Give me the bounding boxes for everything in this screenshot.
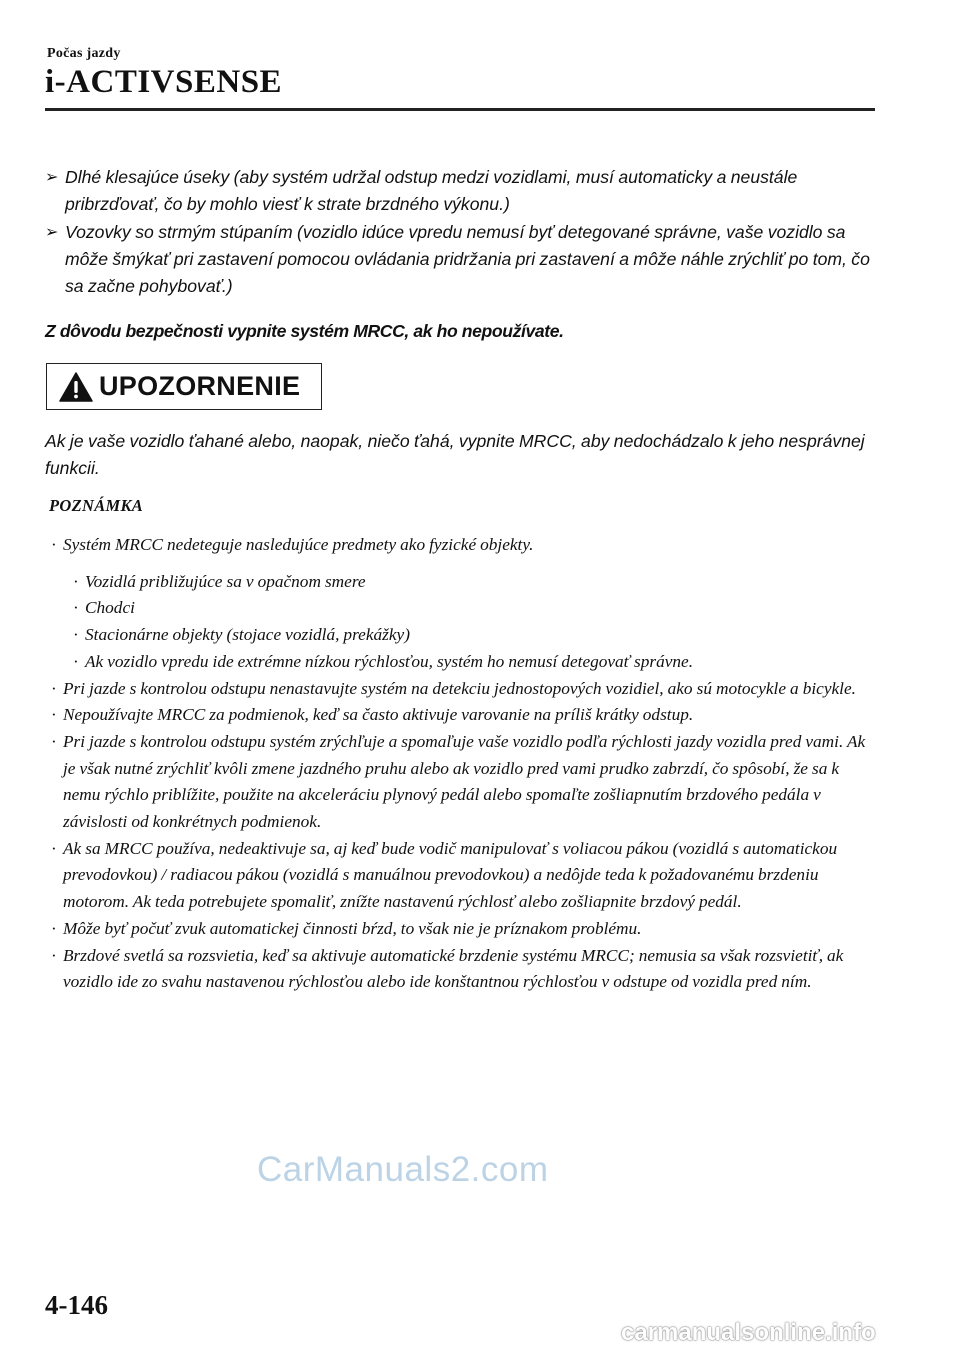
dot-bullet: · [51, 705, 57, 725]
note-item [45, 532, 880, 559]
warning-triangle-icon [59, 372, 93, 402]
dot-bullet: · [51, 731, 57, 751]
dot-bullet: · [51, 535, 57, 554]
note-item [45, 729, 880, 836]
safety-note: Z dôvodu bezpečnosti vypnite systém MRCC, ak ho nepoužívate. [45, 321, 564, 341]
warning-item [45, 219, 875, 300]
note-text: Stacionárne objekty (stojace vozidlá, prekážky) [85, 625, 410, 645]
note-text: Systém MRCC nedeteguje nasledujúce predmety ako fyzické objekty. [63, 535, 534, 554]
note-text: Ak vozidlo vpredu ide extrémne nízkou rýchlosťou, systém ho nemusí detegovať správne. [85, 651, 694, 671]
note-item [45, 836, 880, 916]
dot-bullet: · [51, 838, 57, 858]
header-rule [45, 108, 875, 111]
chapter-title: i-ACTIVSENSE [45, 64, 283, 100]
note-text: Brzdové svetlá sa rozsvietia, keď sa aktivuje automatické brzdenie systému MRCC; nemusia sa však rozsvietiť, ak vozidlo ide zo svahu nastavenou rýchlosťou alebo ide konštantnou rýchlosťou v odstupe od vozidla pred ním. [63, 945, 844, 992]
caution-box [46, 363, 322, 410]
note-text: Pri jazde s kontrolou odstupu nenastavujte systém na detekciu jednostopových vozidiel, ako sú motocykle a bicykle. [63, 678, 856, 698]
note-sub-item [45, 569, 880, 596]
arrow-bullet-icon: ➢ [45, 224, 59, 241]
dot-bullet: · [73, 571, 79, 591]
dot-bullet: · [73, 625, 79, 645]
arrow-bullet-icon: ➢ [45, 169, 59, 186]
warning-text: Dlhé klesajúce úseky (aby systém udržal odstup medzi vozidlami, musí automaticky a neustále pribrzďovať, čo by mohlo viesť k strate brzdného výkonu.) [65, 167, 798, 214]
note-sub-item [45, 649, 880, 676]
footer-site: carmanualsonline.info [621, 1319, 876, 1346]
note-text: Chodci [85, 598, 135, 618]
dot-bullet: · [51, 918, 57, 938]
page-number: 4-146 [45, 1290, 108, 1320]
note-item [45, 676, 880, 703]
note-text: Môže byť počuť zvuk automatickej činnosti bŕzd, to však nie je príznakom problému. [63, 918, 642, 938]
warning-text: Vozovky so strmým stúpaním (vozidlo idúce vpredu nemusí byť detegované správne, vaše vozidlo sa môže šmýkať pri zastavení pomocou ovládania pridržania pri zastavení a môže náhle zrýchliť po tom, čo sa začne pohybovať.) [65, 222, 870, 296]
note-title: POZNÁMKA [49, 496, 144, 515]
note-item [45, 916, 880, 943]
note-list [45, 532, 880, 996]
section-label: Počas jazdy [47, 46, 121, 61]
note-text: Nepoužívajte MRCC za podmienok, keď sa často aktivuje varovanie na príliš krátky odstup. [63, 705, 694, 725]
note-text: Ak sa MRCC používa, nedeaktivuje sa, aj keď bude vodič manipulovať s voliacou pákou (vozidlá s automatickou prevodovkou) / radiacou pákou (vozidlá s manuálnou prevodovkou) a nedôjde teda k požadovanému brzdeniu motorom. Ak teda potrebujete spomaliť, znížte nastavenú rýchlosť alebo zošliapnite brzdový pedál. [63, 838, 838, 912]
note-sub-item [45, 622, 880, 649]
note-text: Pri jazde s kontrolou odstupu systém zrýchľuje a spomaľuje vaše vozidlo podľa rýchlosti jazdy vozidla pred vami. Ak je však nutné zrýchliť kvôli zmene jazdného pruhu alebo ak vozidlo pred vami prudko zabrzdí, čo spôsobí, že sa k nemu rýchlo priblížite, použite na akceleráciu plynový pedál alebo spomaľte zošliapnutím brzdového pedála v závislosti od konkrétnych podmienok. [63, 731, 866, 832]
note-item [45, 943, 880, 996]
dot-bullet: · [73, 598, 79, 618]
note-item [45, 702, 880, 729]
caution-label: UPOZORNENIE [99, 371, 301, 401]
warning-list [45, 164, 875, 301]
note-sub-item [45, 595, 880, 622]
dot-bullet: · [73, 651, 79, 671]
dot-bullet: · [51, 678, 57, 698]
caution-text: Ak je vaše vozidlo ťahané alebo, naopak, niečo ťahá, vypnite MRCC, aby nedochádzalo k jeho nesprávnej funkcii. [45, 431, 865, 478]
watermark: CarManuals2.com [257, 1150, 549, 1189]
note-text: Vozidlá približujúce sa v opačnom smere [85, 571, 366, 591]
dot-bullet: · [51, 945, 57, 965]
warning-item [45, 164, 875, 218]
